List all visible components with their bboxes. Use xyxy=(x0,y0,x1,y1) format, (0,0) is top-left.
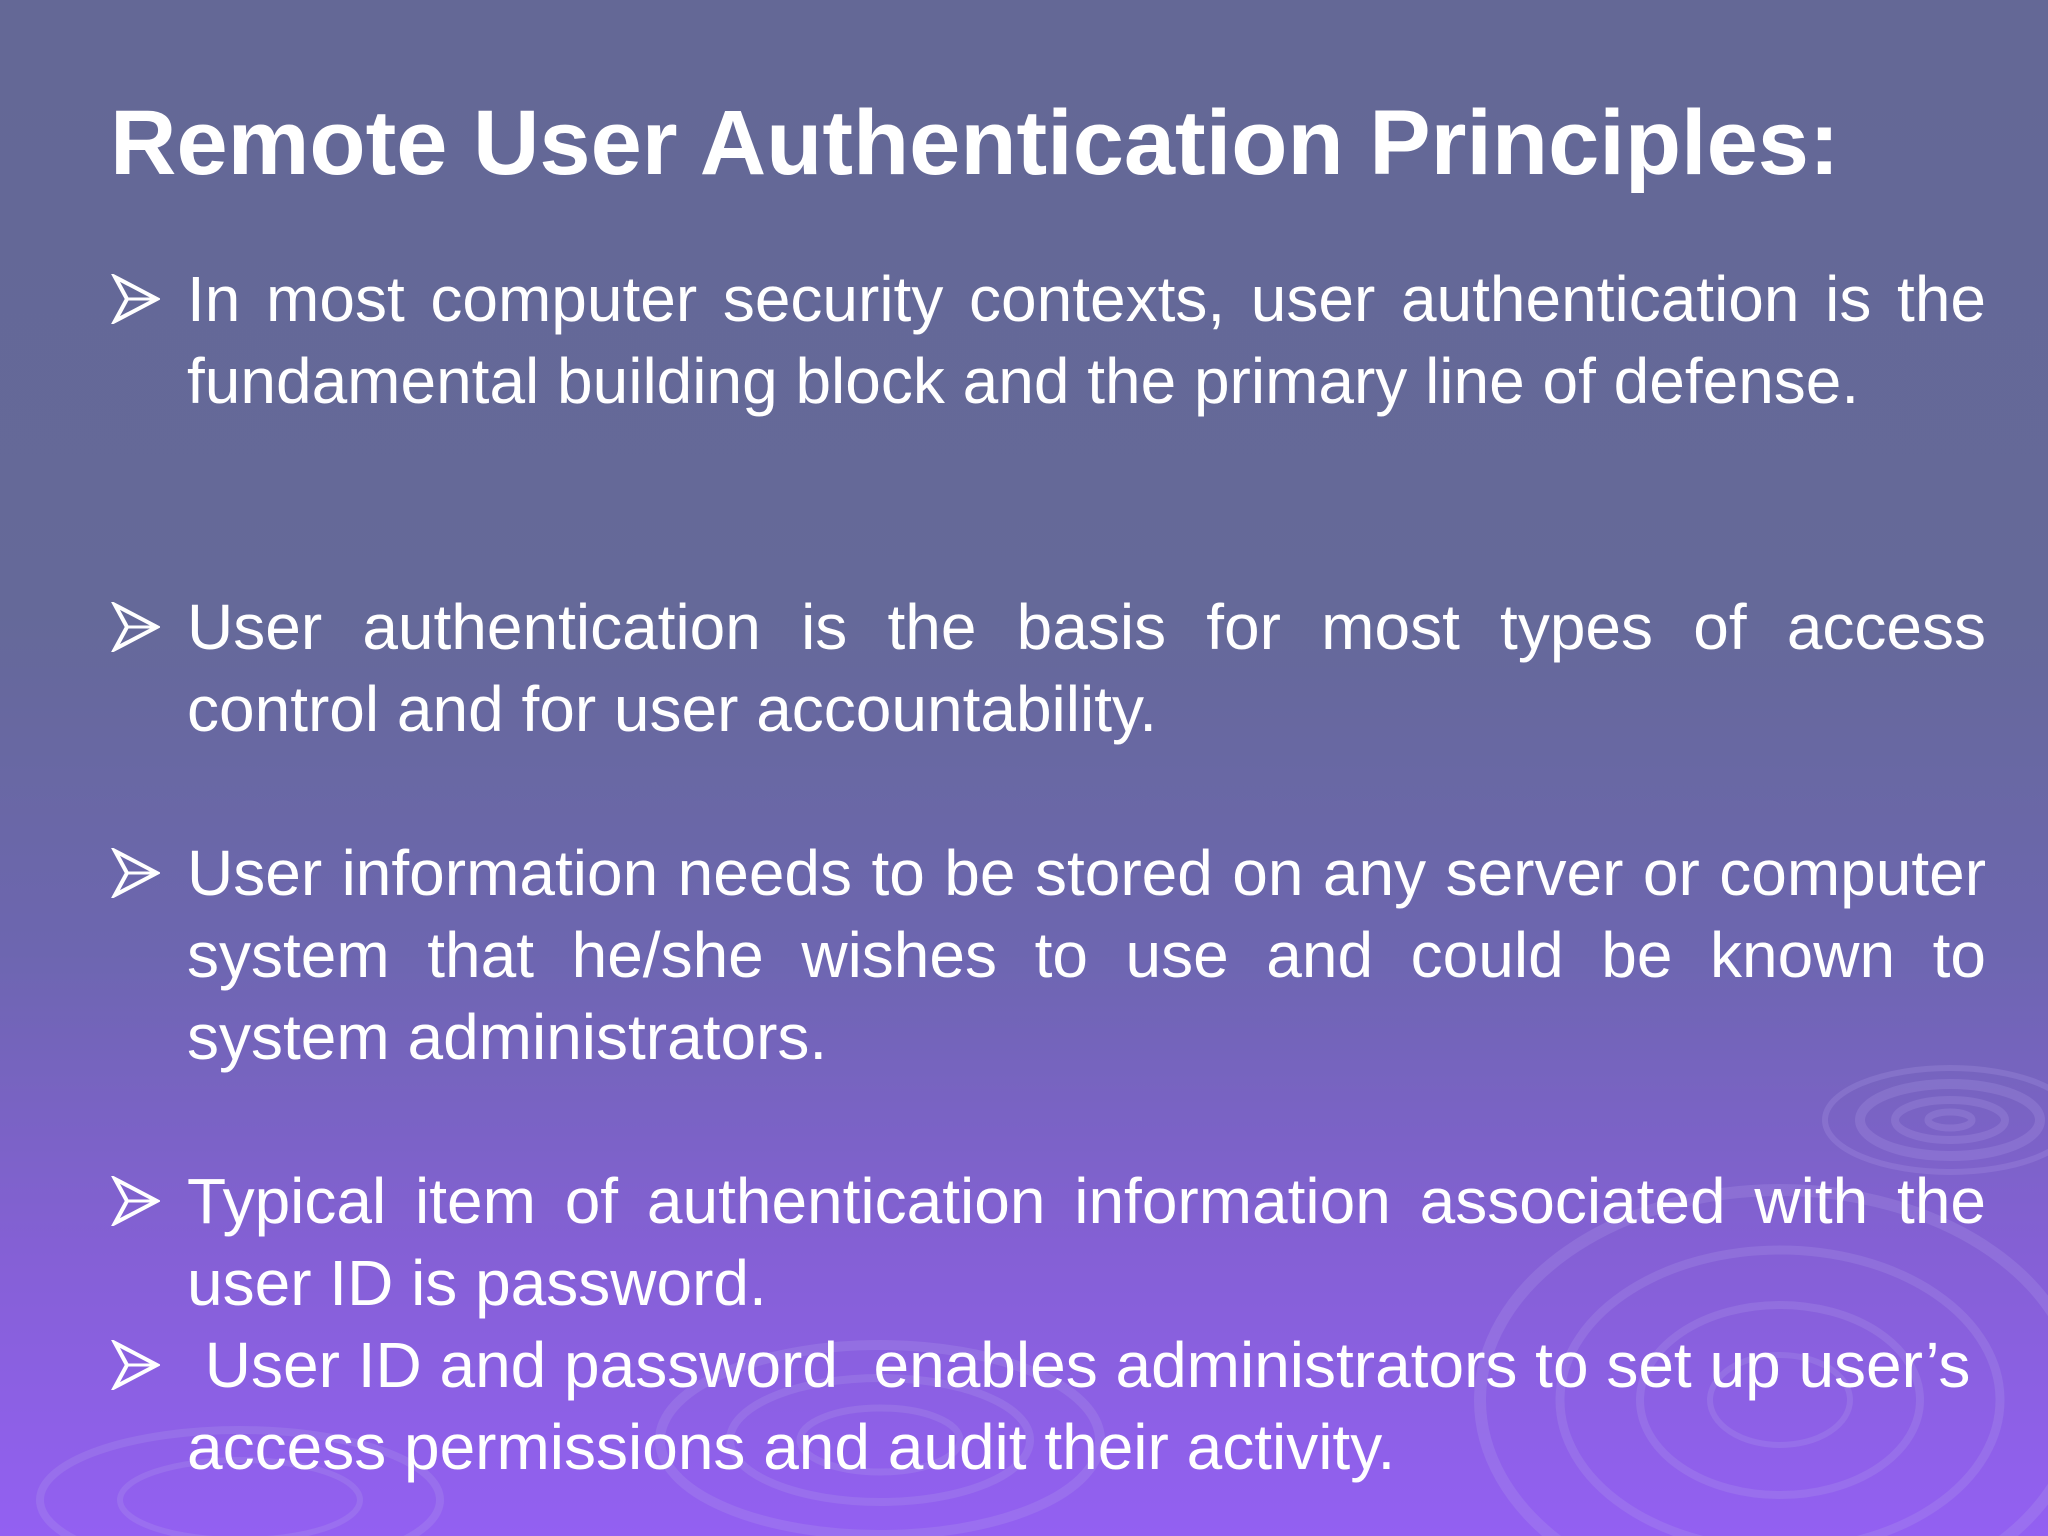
arrow-bullet-icon xyxy=(110,274,160,324)
bullet-item xyxy=(110,1324,1989,1488)
bullet-text: User authentication is the basis for most types of access control and for user accountability. xyxy=(187,591,1986,745)
bullet-item xyxy=(110,586,1986,750)
bullet-item xyxy=(110,832,1986,1078)
arrow-bullet-icon xyxy=(110,848,160,898)
bullet-text: Typical item of authentication information associated with the user ID is password. xyxy=(187,1165,1986,1319)
bullet-text: User ID and password enables administrators to set up user’s access permissions and audit their activity. xyxy=(187,1329,1989,1483)
bullet-item xyxy=(110,1160,1986,1324)
arrow-bullet-icon xyxy=(110,602,160,652)
arrow-bullet-icon xyxy=(110,1176,160,1226)
slide-title: Remote User Authentication Principles: xyxy=(110,92,1840,194)
bullet-text: In most computer security contexts, user authentication is the fundamental building block and the primary line of defense. xyxy=(187,263,1986,417)
bullet-text: User information needs to be stored on any server or computer system that he/she wishes to use and could be known to system administrators. xyxy=(187,837,1986,1073)
bullet-item xyxy=(110,258,1986,422)
arrow-bullet-icon xyxy=(110,1340,160,1390)
